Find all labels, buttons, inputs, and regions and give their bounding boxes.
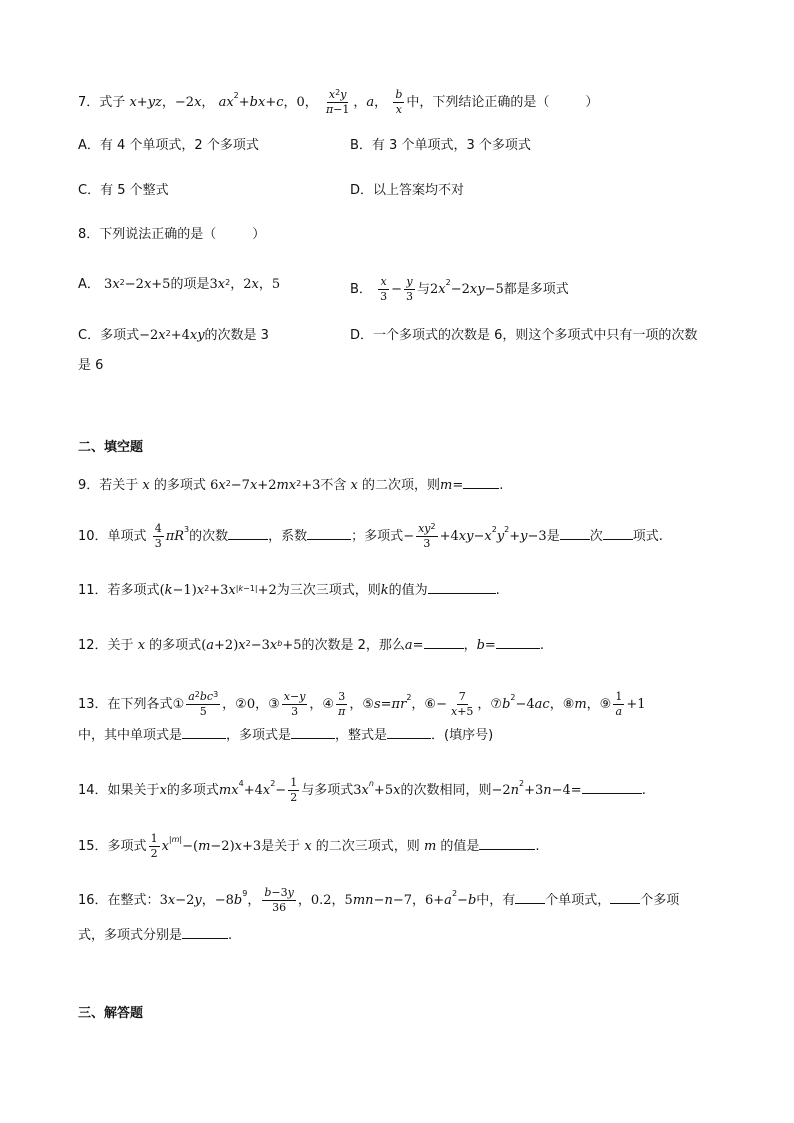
q7-option-a: A．有 4 个单项式，2 个多项式 <box>78 138 259 153</box>
q7-stem: 7．式子 x+yz，−2x， $ax^2+bx+c$，0， $\frac{x^2y}{\pi-1}$ ，a， $\frac{b}{x}$ 中，下列结论正确的是（ ） <box>78 88 599 116</box>
section-fill-in: 二、填空题 <box>78 440 144 455</box>
q7-option-b: B．有 3 个单项式，3 个多项式 <box>350 138 531 153</box>
q13-line2: 中，其中单项式是 ，多项式是 ，整式是 ．(填序号) <box>78 728 494 743</box>
q8-option-d: D．一个多项式的次数是 6，则这个多项式中只有一项的次数 <box>350 328 698 343</box>
q10: 10．单项式 $\frac{4}{3}$ $\pi R^3$的次数 ，系数 ；多项式− $\frac{xy^2}{3}$ $+4xy-x^2y^2+y-3$是 次 项式. <box>78 522 663 550</box>
section-answers: 三、解答题 <box>78 1006 144 1021</box>
q12: 12．关于 x 的多项式$(a+2)x^2-3x^b+5$的次数是 2，那么a= ，b= . <box>78 638 544 653</box>
q8-option-a: A． $3x^2-2x+5$的项是$3x^2$，2x，5 <box>78 277 281 292</box>
q13: 13．在下列各式① $\frac{a^2bc^3}{5}$ ，②0，③ $\frac{x-y}{3}$ ，④ $\frac{3}{\pi}$ ，$⑤s=\pi r^2$，⑥− $\frac{7}{x+5}$ ，$⑦b^2-4ac$，⑧m，⑨ $\frac{1}{a}$ +1 <box>78 690 646 718</box>
q8-stem: 8．下列说法正确的是（ ） <box>78 227 266 242</box>
q15: 15．多项式 $\frac{1}{2}$ $x^{|m|}-(m-2)x+3$是关于 x 的二次三项式，则 m 的值是 . <box>78 832 540 860</box>
q14: 14．如果关于x的多项式$mx^4+4x^2-$ $\frac{1}{2}$ 与多项式$3x^n+5x$的次数相同，则$-2n^2+3n-4=$ . <box>78 776 646 804</box>
q8-option-b: B． $\frac{x}{3}$ − $\frac{y}{3}$ 与$2x^2-2xy-5$都是多项式 <box>350 275 569 303</box>
q16-line2: 式，多项式分别是 . <box>78 928 233 943</box>
q16: 16．在整式：3x−2y，$-8b^9$， $\frac{b-3y}{36}$ ，0.2，5mn−n−7，$6+a^2-b$中，有 个单项式， 个多项 <box>78 886 680 914</box>
q7-option-d: D．以上答案均不对 <box>350 183 465 198</box>
q8-option-c: C．多项式$-2x^2+4xy$的次数是 3 <box>78 328 269 343</box>
q9: 9．若关于 x 的多项式 $6x^2-7x+2mx^2+3$不含 x 的二次项，则m= . <box>78 478 504 493</box>
q7-option-c: C．有 5 个整式 <box>78 183 169 198</box>
q8-option-d-cont: 是 6 <box>78 358 104 373</box>
q11: 11．若多项式$(k-1)x^2+3x^{|k-1|}+2$为三次三项式，则k的值为 . <box>78 583 500 598</box>
